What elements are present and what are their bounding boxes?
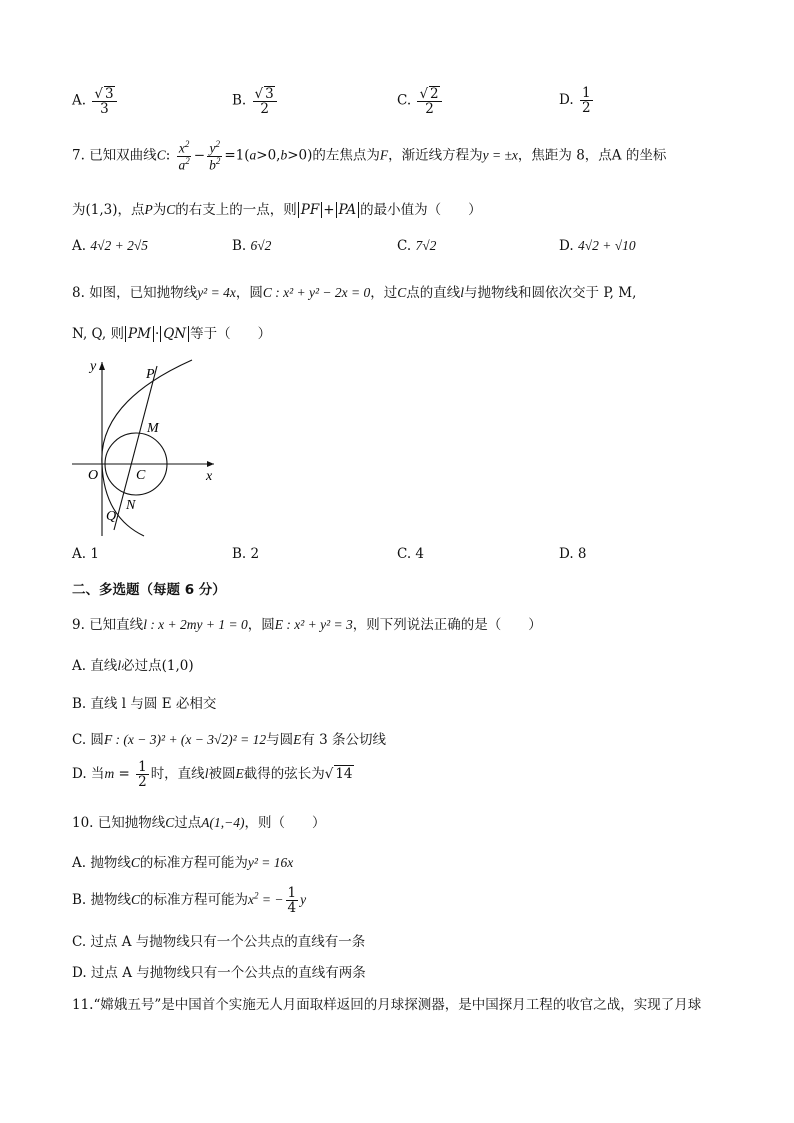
label-m: M xyxy=(147,421,159,436)
x-axis-label: x xyxy=(206,469,213,484)
q7-option-c: C. 7√2 xyxy=(397,238,437,254)
q8-stem-line1: 8. 如图，已知抛物线y² = 4x，圆C : x² + y² − 2x = 0，过C点的直线l与抛物线和圆依次交于 P, M, xyxy=(72,285,637,301)
q10-option-c: C. 过点 A 与抛物线只有一个公共点的直线有一条 xyxy=(72,934,366,950)
y-axis-label: y xyxy=(90,359,97,374)
q10-option-b: B. 拋物线C的标准方程可能为$x^2$ = − $\frac{1}{4}$ y xyxy=(72,885,307,917)
q8-option-c: C. 4 xyxy=(397,546,425,562)
q7-option-a: A. 4√2 + 2√5 xyxy=(72,238,149,254)
q6-option-a: A. $\frac{√ 3}{3}$ xyxy=(72,86,119,116)
q7-stem-line1: 7. 已知双曲线C: $\frac{x^2}{a^2}$ − $\frac{y^2}{b^2}$ =1(a>0,b>0)的左焦点为F，渐近线方程为y = ±x，焦距为 8，点A 的坐标 xyxy=(72,139,667,173)
label-q: Q xyxy=(106,509,117,524)
q9-option-b: B. 直线 l 与圆 E 必相交 xyxy=(72,696,217,712)
q11-stem: 11.“嫦娥五号”是中国首个实施无人月面取样返回的月球探测器，是中国探月工程的收官之战，实现了月球 xyxy=(72,997,702,1013)
q7-option-d: D. 4√2 + √10 xyxy=(559,238,636,254)
label-c: C xyxy=(136,468,146,483)
q8-option-d: D. 8 xyxy=(559,546,587,562)
q7-stem-line2: 为(1,3)，点P为C的右支上的一点，则 PF + PA 的最小值为（ ） xyxy=(72,202,482,218)
x-axis-arrow xyxy=(207,461,214,467)
q8-option-b: B. 2 xyxy=(232,546,260,562)
q10-option-d: D. 过点 A 与抛物线只有一个公共点的直线有两条 xyxy=(72,965,366,981)
q6-options xyxy=(72,78,772,118)
q9-option-d: D. 当m = $\frac{1}{2}$ 时，直线l被圆E截得的弦长为√ 14 xyxy=(72,759,353,791)
label-p: P xyxy=(146,367,155,382)
q9-option-c: C. 圆F : (x − 3)² + (x − 3√2)² = 12与圆E有 3 条公切线 xyxy=(72,732,387,748)
q6-option-c: C. $\frac{√ 2}{2}$ xyxy=(397,86,444,116)
q6-option-d: D. $\frac{1}{2}$ xyxy=(559,85,591,117)
label-o: O xyxy=(88,468,99,483)
q7-options xyxy=(72,238,772,262)
q10-option-a: A. 抛物线C的标准方程可能为y² = 16x xyxy=(72,855,294,871)
q9-option-a: A. 直线l必过点(1,0) xyxy=(72,658,194,674)
y-axis-arrow xyxy=(99,362,105,370)
line-l xyxy=(114,366,157,530)
label-n: N xyxy=(126,498,136,513)
q10-stem: 10. 已知抛物线C过点A(1,−4)，则（ ） xyxy=(72,815,326,831)
q8-stem-line2: N, Q, 则 PM · QN 等于（ ） xyxy=(72,326,272,342)
q8-options xyxy=(72,546,772,570)
q8-figure xyxy=(70,352,220,538)
q8-option-a: A. 1 xyxy=(72,546,99,562)
q7-option-b: B. 6√2 xyxy=(232,238,272,254)
section-title-multi-choice: 二、多选题（每题 6 分） xyxy=(72,582,226,598)
q6-option-b: B. $\frac{√ 3}{2}$ xyxy=(232,86,279,116)
q9-stem: 9. 已知直线l : x + 2my + 1 = 0，圆E : x² + y² = 3，则下列说法正确的是（ ） xyxy=(72,617,542,633)
